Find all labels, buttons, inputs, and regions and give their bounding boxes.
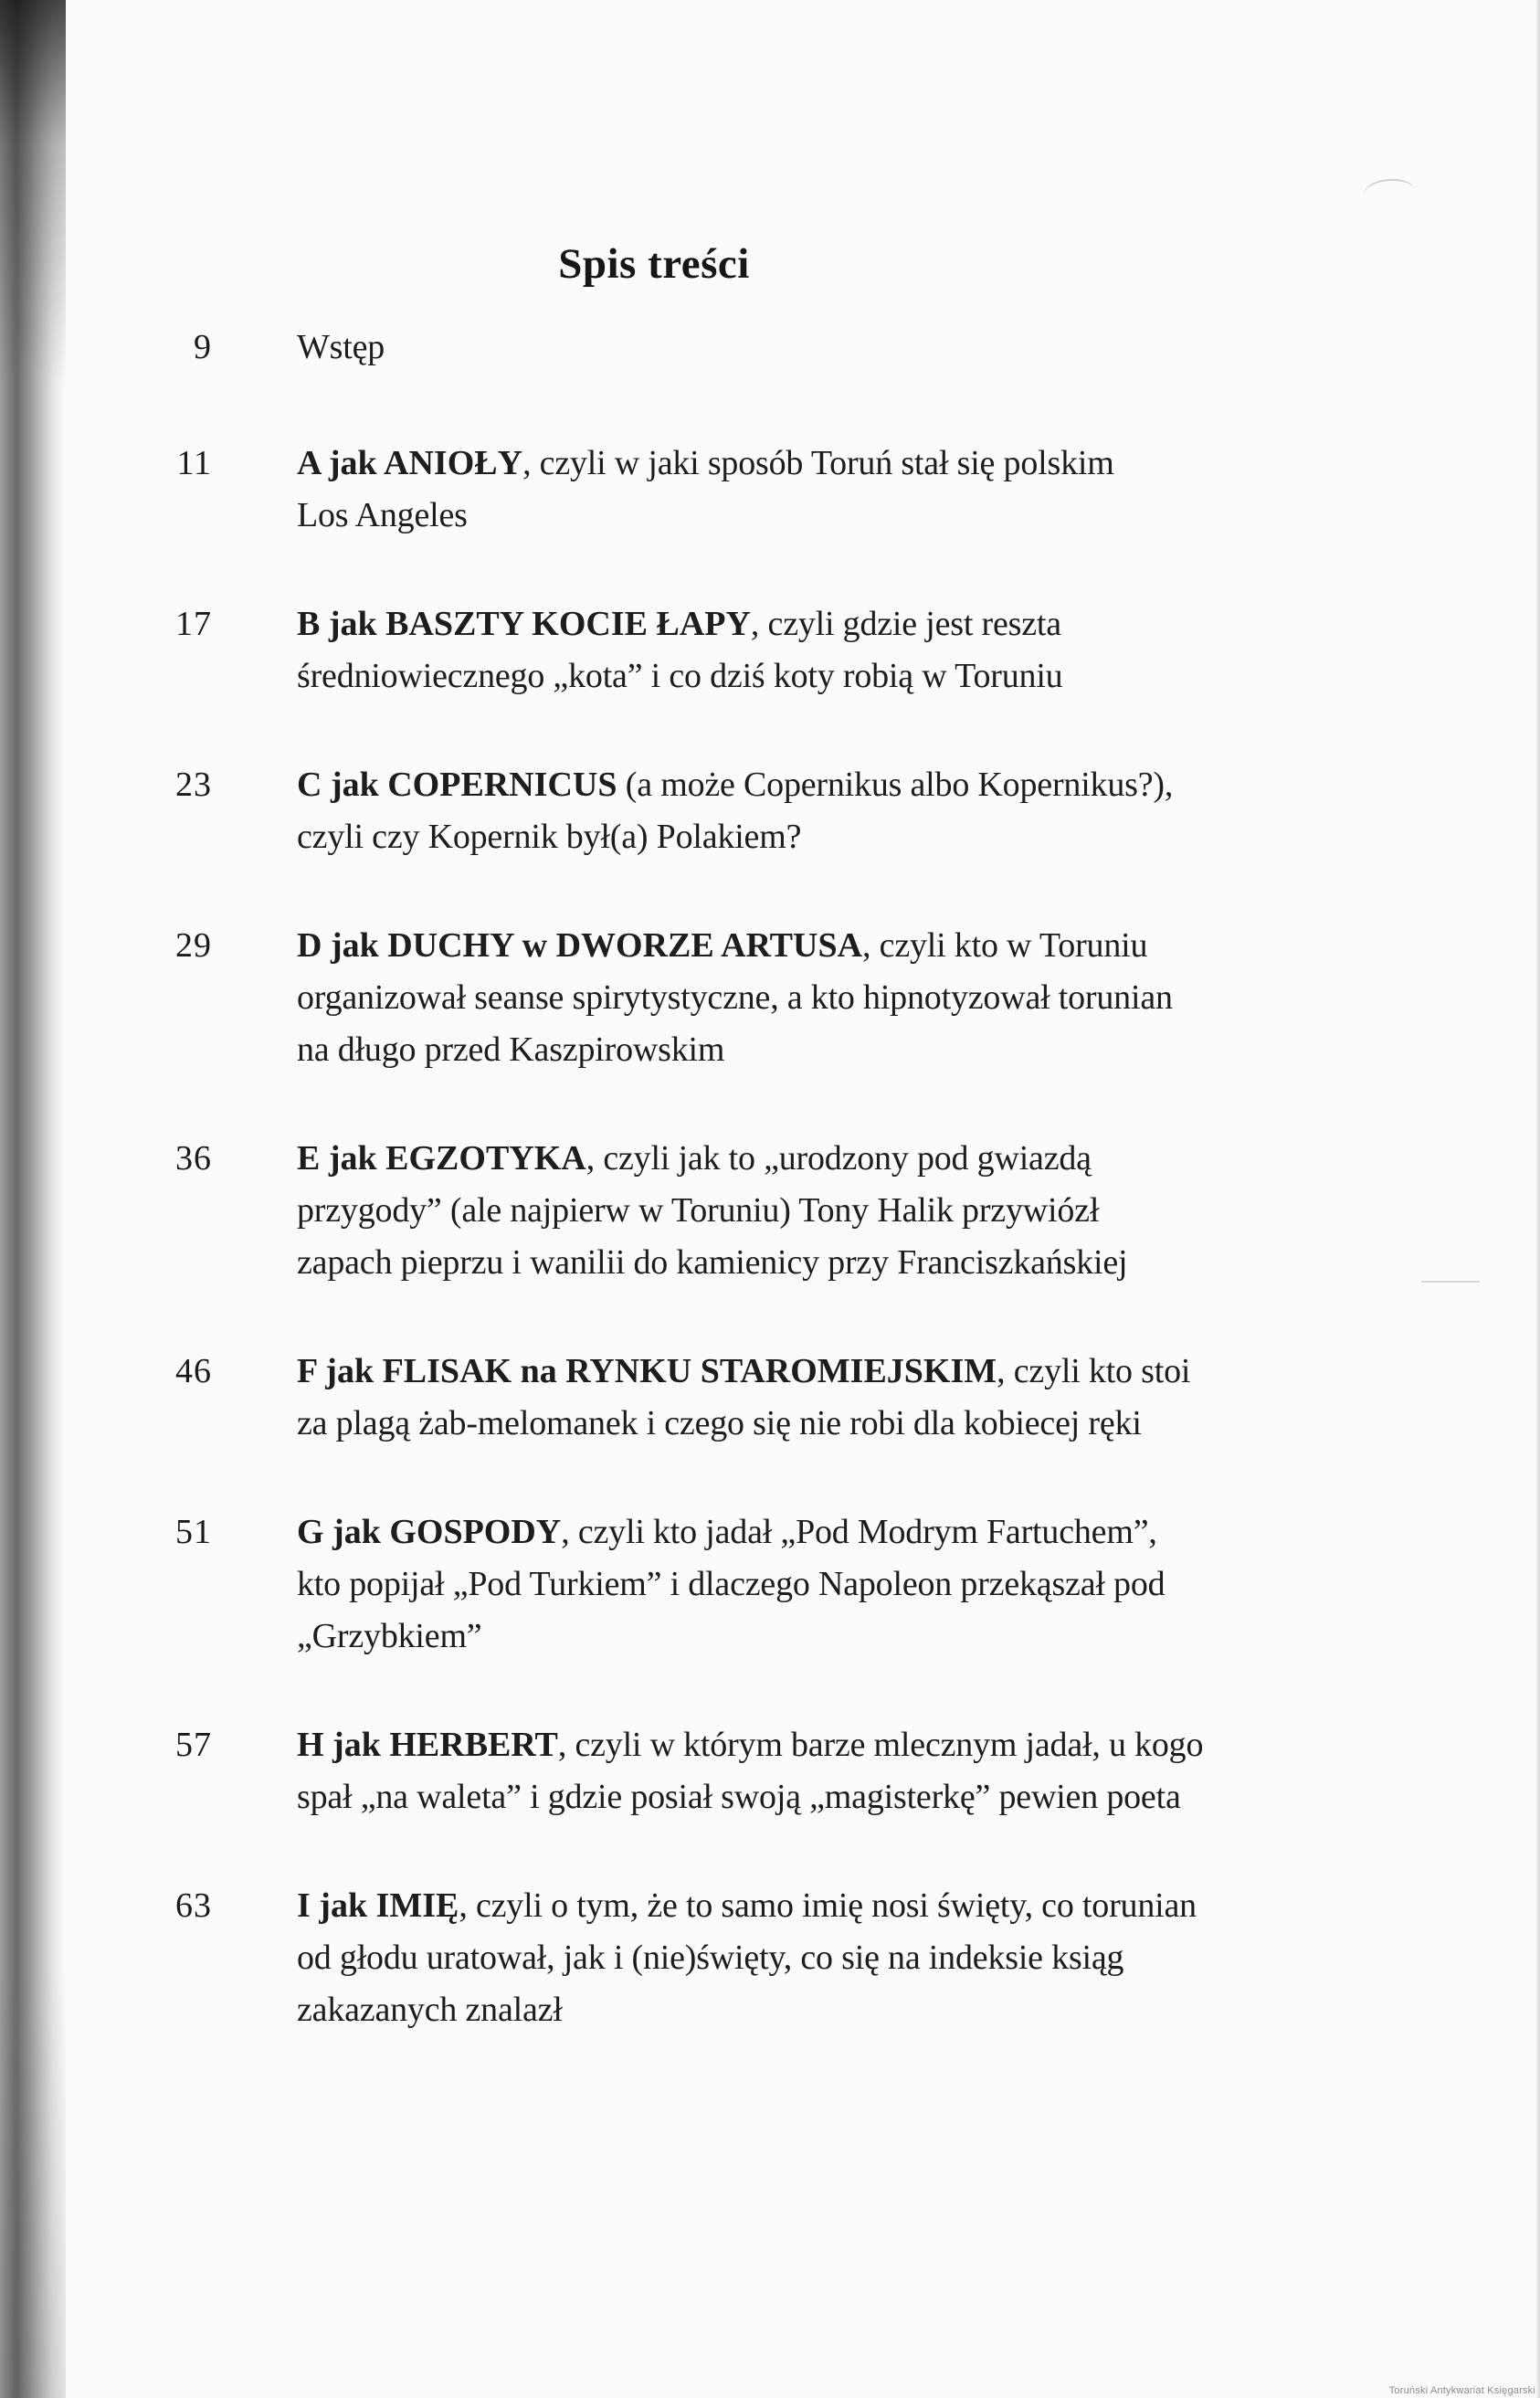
toc-page-number: 46 xyxy=(175,1352,212,1390)
toc-entry-line: Los Angeles xyxy=(297,496,468,534)
scan-artifact xyxy=(1421,1281,1480,1283)
toc-entry-line: A jak ANIOŁY, czyli w jaki sposób Toruń stał się polskim xyxy=(297,444,1114,482)
toc-page-number: 29 xyxy=(175,926,212,965)
toc-entry-text xyxy=(297,1719,1203,1823)
toc-entry-line: organizował seanse spirytystyczne, a kto hipnotyzował torunian xyxy=(297,978,1173,1017)
toc-entry-text xyxy=(297,759,1173,863)
toc-entry-heading: A jak ANIOŁY xyxy=(297,444,523,482)
toc-entry xyxy=(153,598,1368,702)
toc-entry-line: spał „na waleta” i gdzie posiał swoją „magisterkę” pewien poeta xyxy=(297,1778,1181,1816)
toc-page-number: 9 xyxy=(194,328,212,366)
scan-right-edge xyxy=(1535,0,1540,2398)
toc-entry-line: zapach pieprzu i wanilii do kamienicy przy Franciszkańskiej xyxy=(297,1243,1128,1282)
toc-entry-line: D jak DUCHY w DWORZE ARTUSA, czyli kto w Toruniu xyxy=(297,926,1148,965)
toc-entry-text xyxy=(297,1880,1197,2036)
toc-entry xyxy=(153,1346,1368,1450)
toc-page-number: 11 xyxy=(176,444,212,482)
toc-entry-heading: E jak EGZOTYKA xyxy=(297,1139,586,1178)
toc-entry-line: na długo przed Kaszpirowskim xyxy=(297,1030,725,1069)
toc-page-number: 57 xyxy=(175,1726,212,1764)
toc-entry xyxy=(153,1719,1368,1823)
toc-list xyxy=(153,322,1368,2093)
toc-entry-line: I jak IMIĘ, czyli o tym, że to samo imię nosi święty, co torunian xyxy=(297,1886,1197,1925)
toc-entry-line: od głodu uratował, jak i (nie)święty, co się na indeksie ksiąg xyxy=(297,1938,1124,1977)
toc-entry xyxy=(153,438,1368,542)
toc-entry-text xyxy=(297,1133,1127,1289)
toc-entry-heading: G jak GOSPODY xyxy=(297,1513,562,1551)
toc-page-number: 51 xyxy=(175,1513,212,1551)
toc-entry-heading: F jak FLISAK na RYNKU STAROMIEJSKIM xyxy=(297,1352,997,1390)
toc-entry-line: C jak COPERNICUS (a może Copernikus albo Kopernikus?), xyxy=(297,766,1174,804)
toc-entry-text xyxy=(297,322,385,374)
toc-entry-text xyxy=(297,438,1114,542)
toc-page-number: 23 xyxy=(175,766,212,804)
toc-page-number: 63 xyxy=(175,1886,212,1925)
toc-page-number: 17 xyxy=(175,605,212,643)
toc-entry-heading: I jak IMIĘ xyxy=(297,1886,459,1925)
book-binding-shadow xyxy=(0,0,66,2398)
toc-entry-line: za plagą żab-melomanek i czego się nie robi dla kobiecej ręki xyxy=(297,1404,1142,1442)
toc-entry-heading: H jak HERBERT xyxy=(297,1726,558,1764)
toc-entry-line: „Grzybkiem” xyxy=(297,1617,482,1655)
toc-entry-line: H jak HERBERT, czyli w którym barze mlecznym jadał, u kogo xyxy=(297,1726,1204,1764)
toc-entry-line: przygody” (ale najpierw w Toruniu) Tony Halik przywiózł xyxy=(297,1191,1100,1230)
page-title: Spis treści xyxy=(558,240,750,289)
toc-page-number: 36 xyxy=(175,1139,212,1178)
toc-entry-line: F jak FLISAK na RYNKU STAROMIEJSKIM, czyli kto stoi xyxy=(297,1352,1191,1390)
watermark-text: Toruński Antykwariat Księgarski xyxy=(1388,2385,1535,2396)
toc-entry-text xyxy=(297,598,1063,702)
scan-artifact xyxy=(1363,177,1417,195)
toc-entry-text xyxy=(297,1346,1190,1450)
toc-entry-heading: D jak DUCHY w DWORZE ARTUSA xyxy=(297,926,863,965)
toc-entry-line: B jak BASZTY KOCIE ŁAPY, czyli gdzie jest reszta xyxy=(297,605,1061,643)
toc-entry-line: kto popijał „Pod Turkiem” i dlaczego Napoleon przekąszał pod xyxy=(297,1565,1166,1603)
toc-entry xyxy=(153,920,1368,1076)
toc-entry-line: czyli czy Kopernik był(a) Polakiem? xyxy=(297,818,802,856)
toc-entry xyxy=(153,322,1368,374)
toc-entry-line: średniowiecznego „kota” i co dziś koty robią w Toruniu xyxy=(297,657,1063,695)
toc-entry xyxy=(153,1506,1368,1663)
toc-entry-heading: B jak BASZTY KOCIE ŁAPY xyxy=(297,605,751,643)
toc-entry-text xyxy=(297,920,1173,1076)
toc-entry-line: G jak GOSPODY, czyli kto jadał „Pod Modrym Fartuchem”, xyxy=(297,1513,1157,1551)
toc-entry xyxy=(153,1880,1368,2036)
toc-entry-line: Wstęp xyxy=(297,328,385,366)
toc-entry-heading: C jak COPERNICUS xyxy=(297,766,617,804)
toc-entry-line: E jak EGZOTYKA, czyli jak to „urodzony pod gwiazdą xyxy=(297,1139,1092,1178)
toc-entry xyxy=(153,1133,1368,1289)
toc-entry xyxy=(153,759,1368,863)
toc-entry-text xyxy=(297,1506,1165,1663)
toc-entry-line: zakazanych znalazł xyxy=(297,1991,563,2029)
